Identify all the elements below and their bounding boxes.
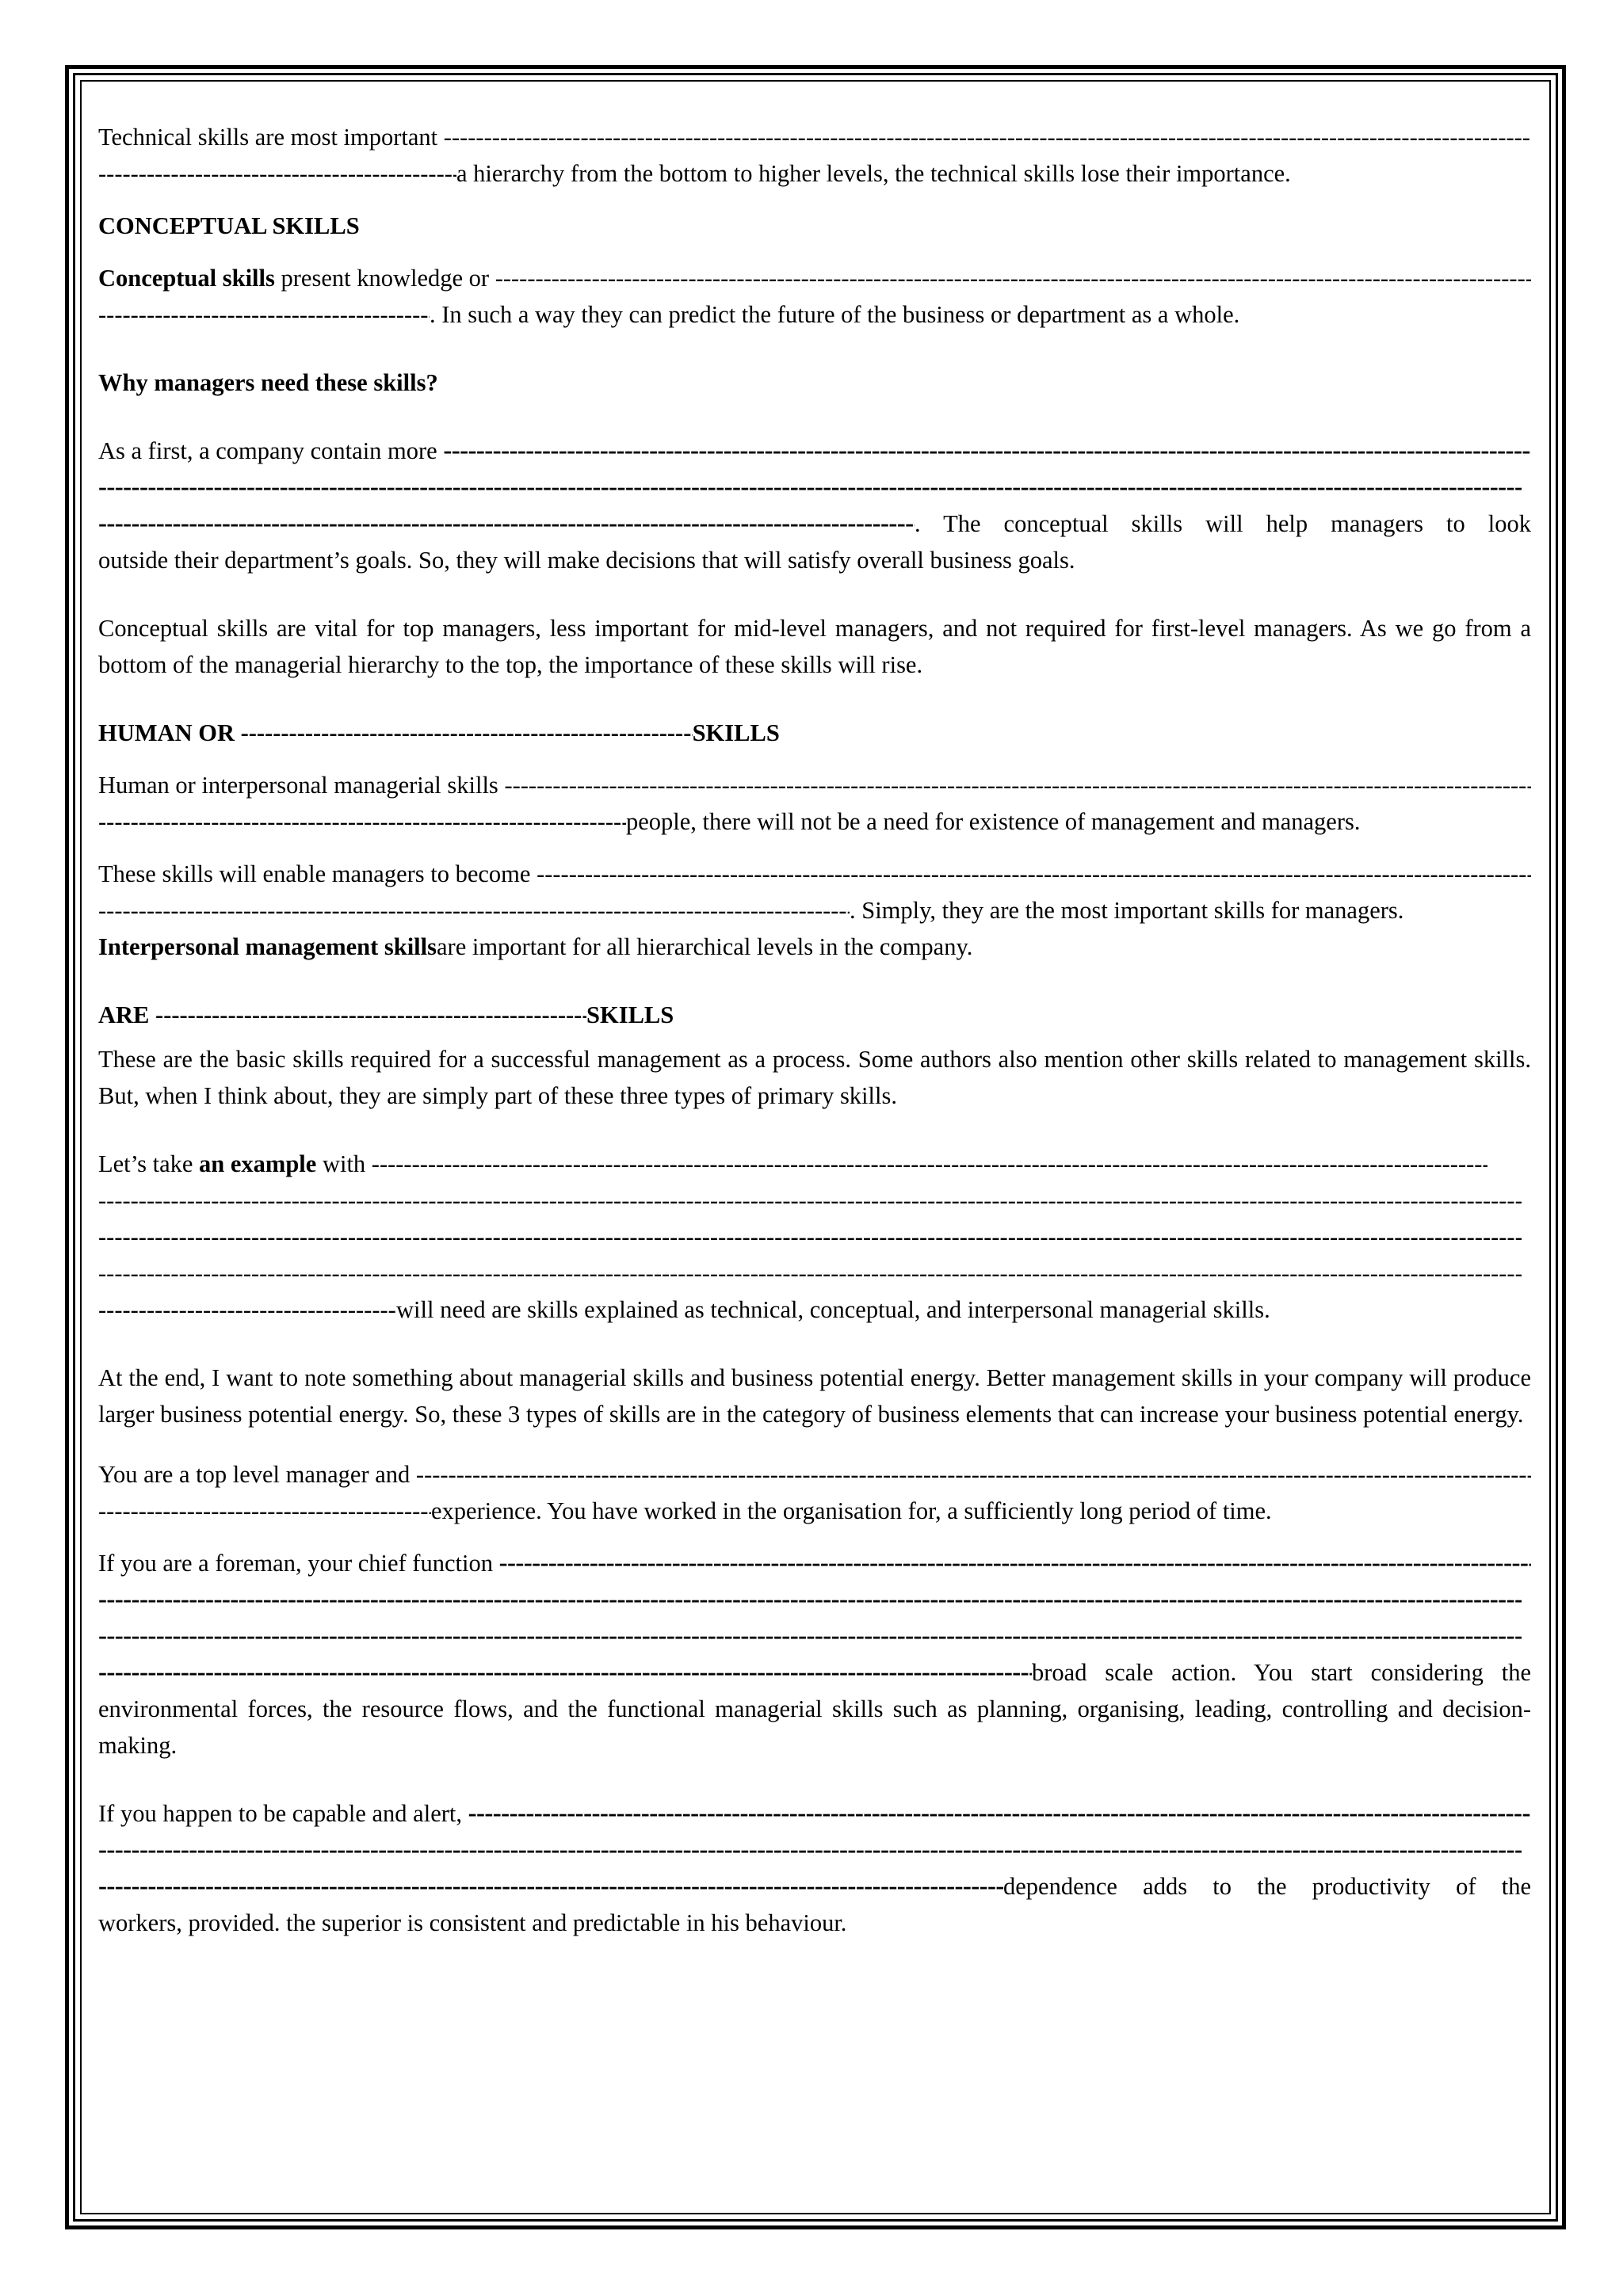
capable-alert-lead: If you happen to be capable and alert, [98,1800,468,1827]
blank-fill [241,715,693,751]
foreman-line-1 [98,1545,1531,1581]
blank-fill [98,1832,1522,1868]
human-heading-tail: SKILLS [692,719,780,746]
blank-fill [98,1493,431,1529]
human-skills-tail: people, there will not be a need for existence of management and managers. [626,808,1361,835]
example-bold: an example [199,1150,317,1177]
blank-fill [444,119,1531,155]
company-contain-line-4 [98,542,1531,578]
human-skills-lead: Human or interpersonal managerial skills [98,772,505,799]
blank-fill [98,1654,1032,1691]
capable-alert-rest: workers, provided. the superior is consistent and predictable in his behaviour. [98,1909,847,1936]
conceptual-skills-lead: present knowledge or [274,265,495,292]
blank-fill [372,1146,1487,1182]
top-manager-lead: You are a top level manager and [98,1461,416,1488]
company-contain-tail: . The conceptual skills will help managers to look [915,510,1531,537]
top-manager-line-2 [98,1493,1531,1529]
human-heading-lead: HUMAN OR [98,719,241,746]
technical-skills-line-2 [98,155,1531,192]
worksheet-body [98,119,1531,1941]
company-contain-line4-text: outside their department’s goals. So, they will make decisions that will satisfy overall business goals. [98,547,1075,574]
basic-skills-paragraph: These are the basic skills required for a successful management as a process. Some authors also mention other skills related to management skills. But, when I think about, they are simply part of these three types of primary skills. [98,1046,1531,1109]
example-tail: will need are skills explained as technical, conceptual, and interpersonal managerial skills. [396,1296,1270,1323]
blank-fill [98,1618,1522,1654]
blank-fill [499,1545,1531,1581]
blank-fill [98,469,1522,505]
foreman-line-2 [98,1581,1531,1618]
example-lead: Let’s take [98,1150,200,1177]
blank-fill [155,997,586,1033]
company-contain-line-1 [98,433,1531,469]
human-skills-heading [98,715,1531,751]
technical-skills-tail: a hierarchy from the bottom to higher levels, the technical skills lose their importance. [456,160,1291,187]
conceptual-vital-paragraph: Conceptual skills are vital for top managers, less important for mid-level managers, and not required for first-level managers. As we go from a bottom of the managerial hierarchy to the top, the importance of these skills will rise. [98,615,1531,678]
human-skills-line-1 [98,767,1531,803]
example-line-4 [98,1255,1531,1291]
enable-managers-line-1 [98,856,1531,892]
are-heading-tail: SKILLS [586,1001,674,1028]
technical-skills-line-1 [98,119,1531,155]
blank-fill [98,1868,1003,1905]
interpersonal-text: are important for all hierarchical levels in the company. [437,933,973,960]
blank-fill [443,433,1531,469]
potential-energy-paragraph: At the end, I want to note something about managerial skills and business potential energy. Better management skills in your company will produce larger business potential energy. So, these 3 types of skills are in the category of business elements that can increase your business potential energy. [98,1364,1531,1428]
company-contain-lead: As a first, a company contain more [98,437,444,464]
blank-fill [495,260,1531,296]
are-heading-lead: ARE [98,1001,156,1028]
blank-fill [98,892,850,929]
blank-fill [537,856,1531,892]
blank-fill [98,155,456,192]
blank-fill [98,1219,1522,1255]
foreman-line-3 [98,1618,1531,1654]
company-contain-line-2 [98,469,1531,505]
company-contain-line-3 [98,505,1531,542]
interpersonal-bold: Interpersonal management skills [98,933,437,960]
blank-fill [468,1795,1531,1832]
blank-fill [98,505,915,542]
blank-fill [416,1456,1531,1493]
human-skills-line-2 [98,803,1531,840]
enable-managers-tail: . Simply, they are the most important skills for managers. [850,897,1404,924]
top-manager-line-1 [98,1456,1531,1493]
example-lead-2: with [316,1150,372,1177]
conceptual-skills-tail: . In such a way they can predict the future of the business or department as a whole. [430,301,1240,328]
enable-managers-line-3 [98,929,1531,965]
blank-fill [504,767,1531,803]
blank-fill [98,1255,1522,1291]
are-skills-heading [98,997,1531,1033]
capable-alert-line-4 [98,1905,1531,1941]
capable-alert-line-2 [98,1832,1531,1868]
foreman-tail: broad scale action. You start considering the [1032,1659,1531,1686]
foreman-line-4 [98,1654,1531,1691]
capable-alert-line-3 [98,1868,1531,1905]
example-line-3 [98,1219,1531,1255]
blank-fill [98,1182,1522,1219]
blank-fill [98,1291,396,1328]
blank-fill [98,803,626,840]
example-line-2 [98,1182,1531,1219]
foreman-rest: environmental forces, the resource flows, and the functional managerial skills such as planning, organising, leading, controlling and decision-making. [98,1695,1531,1759]
conceptual-skills-heading: CONCEPTUAL SKILLS [98,212,360,239]
enable-managers-lead: These skills will enable managers to become [98,860,537,887]
why-managers-heading: Why managers need these skills? [98,369,438,396]
conceptual-skills-line-2 [98,296,1531,333]
conceptual-skills-bold: Conceptual skills [98,265,275,292]
enable-managers-line-2 [98,892,1531,929]
capable-alert-line-1 [98,1795,1531,1832]
capable-alert-tail: dependence adds to the productivity of the [1003,1873,1531,1900]
blank-fill [98,1581,1522,1618]
top-manager-tail: experience. You have worked in the organisation for, a sufficiently long period of time. [431,1497,1272,1524]
example-line-5 [98,1291,1531,1328]
blank-fill [98,296,430,333]
conceptual-skills-line-1 [98,260,1531,296]
technical-skills-lead: Technical skills are most important [98,124,444,151]
foreman-lead: If you are a foreman, your chief function [98,1550,499,1577]
example-line-1 [98,1146,1531,1182]
